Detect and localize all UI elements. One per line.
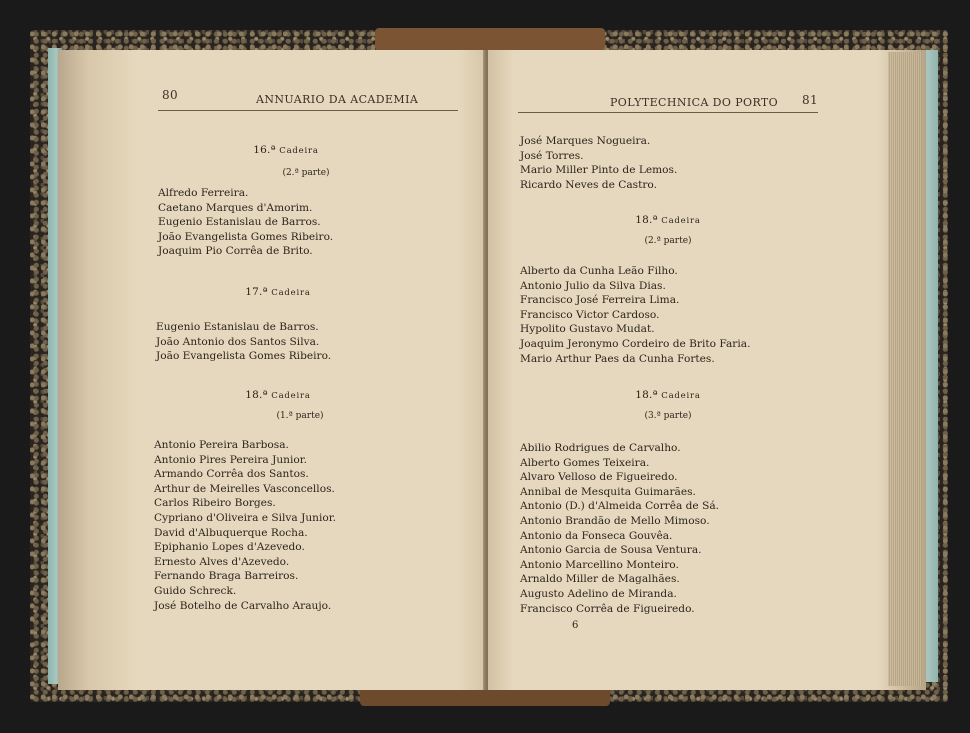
name-list [158,186,333,259]
list-item: Epiphanio Lopes d'Azevedo. [154,541,305,554]
list-item: Alberto da Cunha Leão Filho. [520,265,678,277]
list-item: Ricardo Neves de Castro. [520,178,657,191]
list-item: Antonio Pereira Barbosa. [154,439,289,451]
right-running-head: POLYTECHNICA DO PORTO [610,96,779,109]
list-item: José Marques Nogueira. [520,135,651,147]
section-heading: 17.ª Cadeira [245,286,311,298]
list-item: João Evangelista Gomes Ribeiro. [158,230,334,243]
list-item: Antonio da Fonseca Gouvêa. [520,529,673,542]
list-item: Abilio Rodrigues de Carvalho. [520,442,681,454]
list-item: João Antonio dos Santos Silva. [156,335,320,348]
right-page-number: 81 [802,93,819,107]
list-item: Joaquim Jeronymo Cordeiro de Brito Faria. [520,337,751,350]
list-item: Alvaro Velloso de Figueiredo. [520,471,678,484]
section-heading: 16.ª Cadeira [253,144,319,156]
name-list [520,264,750,366]
list-item: Hypolito Gustavo Mudat. [520,323,655,336]
section-subtitle: (2.ª parte) [644,236,692,246]
list-item: Armando Corrêa dos Santos. [154,468,309,481]
list-item: Antonio Marcellino Monteiro. [520,558,679,571]
list-item: João Evangelista Gomes Ribeiro. [156,350,332,363]
left-page-number: 80 [162,88,179,102]
list-item: Fernando Braga Barreiros. [154,570,299,583]
list-item: Francisco Victor Cardoso. [520,308,660,321]
name-list [520,441,719,616]
list-item: Alberto Gomes Teixeira. [520,456,650,469]
list-item: Antonio Brandão de Mello Mimoso. [520,514,710,527]
signature-mark: 6 [572,620,579,631]
section-subtitle: (1.ª parte) [276,411,324,421]
section-heading: 18.ª Cadeira [245,389,311,401]
list-item: Antonio Pires Pereira Junior. [154,453,308,466]
name-list [154,438,336,613]
list-item: Guido Schreck. [154,584,237,597]
name-list [156,320,331,364]
list-item: Caetano Marques d'Amorim. [158,201,313,214]
section-heading: 18.ª Cadeira [635,214,701,226]
list-item: José Torres. [520,149,584,162]
list-item: Augusto Adelino de Miranda. [520,587,677,600]
list-item: Mario Miller Pinto de Lemos. [520,164,678,177]
list-item: Eugenio Estanislau de Barros. [156,321,319,333]
list-item: Arthur de Meirelles Vasconcellos. [154,482,335,495]
right-header-rule [518,112,818,113]
page-block-edge [888,52,922,686]
left-running-head: ANNUARIO DA ACADEMIA [256,93,419,106]
list-item: David d'Albuquerque Rocha. [154,526,308,539]
list-item: Francisco Corrêa de Figueiredo. [520,602,695,615]
list-item: Eugenio Estanislau de Barros. [158,216,321,229]
left-header-rule [158,110,458,111]
list-item: Carlos Ribeiro Borges. [154,497,276,510]
section-subtitle: (3.ª parte) [644,411,692,421]
list-item: Annibal de Mesquita Guimarães. [520,485,696,498]
section-heading: 18.ª Cadeira [635,389,701,401]
list-item: Ernesto Alves d'Azevedo. [154,555,290,568]
list-item: Antonio (D.) d'Almeida Corrêa de Sá. [520,500,720,513]
section-subtitle: (2.ª parte) [282,168,330,178]
list-item: Mario Arthur Paes da Cunha Fortes. [520,352,715,365]
list-item: José Botelho de Carvalho Araujo. [154,599,332,612]
left-page [58,50,486,690]
name-list [520,134,677,192]
spine-top [375,28,605,50]
list-item: Alfredo Ferreira. [158,187,249,199]
spine-bottom [360,688,610,706]
list-item: Joaquim Pio Corrêa de Brito. [158,245,313,258]
list-item: Antonio Julio da Silva Dias. [520,279,666,292]
list-item: Arnaldo Miller de Magalhães. [520,573,680,586]
list-item: Francisco José Ferreira Lima. [520,294,680,307]
list-item: Cypriano d'Oliveira e Silva Junior. [154,511,337,524]
right-page [488,50,926,690]
list-item: Antonio Garcia de Sousa Ventura. [520,544,702,557]
